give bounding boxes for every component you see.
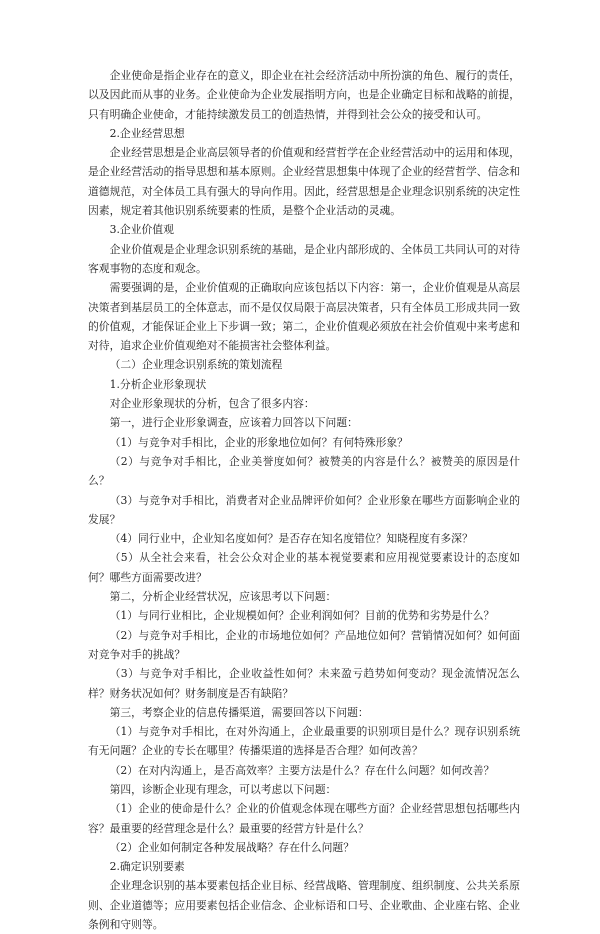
list-item: （4）同行业中，企业知名度如何？是否存在知名度错位？知晓程度有多深？	[109, 532, 473, 546]
list-item: （2）与竞争对手相比，企业的市场地位如何？产品地位如何？营销情况如何？如何面对竞争对手的挑战？	[88, 628, 520, 661]
heading-planning-process: （二）企业理念识别系统的策划流程	[109, 358, 283, 372]
list-item: （3）与竞争对手相比，消费者对企业品牌评价如何？企业形象在哪些方面影响企业的发展？	[88, 493, 520, 526]
paragraph-enterprise-mission: 企业使命是指企业存在的意义，即企业在社会经济活动中所扮演的角色、履行的责任，以及因此而从事的业务。企业使命为企业发展指明方向，也是企业确定目标和战略的前提，只有明确企业使命，才能持续激发员工的创造热情，并得到社会公众的接受和认可。	[88, 69, 520, 121]
paragraph-step-three: 第三，考察企业的信息传播渠道，需要回答以下问题：	[109, 705, 369, 719]
document-body	[88, 66, 520, 934]
list-item: （5）从全社会来看，社会公众对企业的基本视觉要素和应用视觉要素设计的态度如何？哪些方面需要改进？	[88, 551, 520, 584]
list-item: （1）与竞争对手相比，在对外沟通上，企业最重要的识别项目是什么？现存识别系统有无问题？企业的专长在哪里？传播渠道的选择是否合理？如何改善？	[88, 725, 520, 758]
paragraph-step-four: 第四，诊断企业现有理念，可以考虑以下问题：	[109, 782, 337, 796]
paragraph-identify-elements: 企业理念识别的基本要素包括企业目标、经营战略、管理制度、组织制度、公共关系原则、企业道德等；应用要素包括企业信念、企业标语和口号、企业歌曲、企业座右铭、企业条例和守则等。	[88, 879, 520, 932]
list-item: （1）与同行业相比，企业规模如何？企业利润如何？目前的优势和劣势是什么？	[109, 609, 495, 623]
paragraph-values-orientation: 需要强调的是，企业价值观的正确取向应该包括以下内容：第一，企业价值观是从高层决策者到基层员工的全体意志，而不是仅仅局限于高层决策者，只有全体员工形成共同一致的价值观，才能保证企业上下步调一致；第二，企业价值观必须放在社会价值观中来考虑和对待，追求企业价值观绝对不能损害社会整体利益。	[88, 281, 520, 353]
paragraph-business-thought: 企业经营思想是企业高层领导者的价值观和经营哲学在企业经营活动中的运用和体现，是企业经营活动的指导思想和基本原则。企业经营思想集中体现了企业的经营哲学、信念和道德规范，对全体员工具有强大的导向作用。因此，经营思想是企业理念识别系统的决定性因素，规定着其他识别系统要素的性质，是整个企业活动的灵魂。	[88, 146, 520, 218]
heading-values: 3.企业价值观	[109, 223, 174, 237]
heading-identify-elements: 2.确定识别要素	[109, 860, 185, 874]
heading-business-thought: 2.企业经营思想	[109, 126, 185, 140]
heading-analyze-image: 1.分析企业形象现状	[109, 377, 207, 391]
paragraph-step-two: 第二，分析企业经营状况，应该思考以下问题：	[109, 590, 337, 604]
paragraph-step-one: 第一，进行企业形象调查，应该着力回答以下问题：	[109, 416, 358, 430]
list-item: （2）在对内沟通上，是否高效率？主要方法是什么？存在什么问题？如何改善？	[109, 763, 495, 777]
list-item: （2）企业如何制定各种发展战略？存在什么问题？	[109, 840, 354, 854]
list-item: （3）与竞争对手相比，企业收益性如何？未来盈亏趋势如何变动？现金流情况怎么样？财务状况如何？财务制度是否有缺陷？	[88, 667, 520, 700]
paragraph-analysis-intro: 对企业形象现状的分析，包含了很多内容：	[109, 397, 315, 411]
list-item: （1）与竞争对手相比，企业的形象地位如何？有何特殊形象？	[109, 435, 408, 449]
list-item: （1）企业的使命是什么？企业的价值观念体现在哪些方面？企业经营思想包括哪些内容？最重要的经营理念是什么？最重要的经营方针是什么？	[88, 802, 520, 835]
paragraph-values-definition: 企业价值观是企业理念识别系统的基础，是企业内部形成的、全体员工共同认可的对待客观事物的态度和观念。	[88, 242, 520, 275]
list-item: （2）与竞争对手相比，企业美誉度如何？被赞美的内容是什么？被赞美的原因是什么？	[88, 454, 520, 488]
